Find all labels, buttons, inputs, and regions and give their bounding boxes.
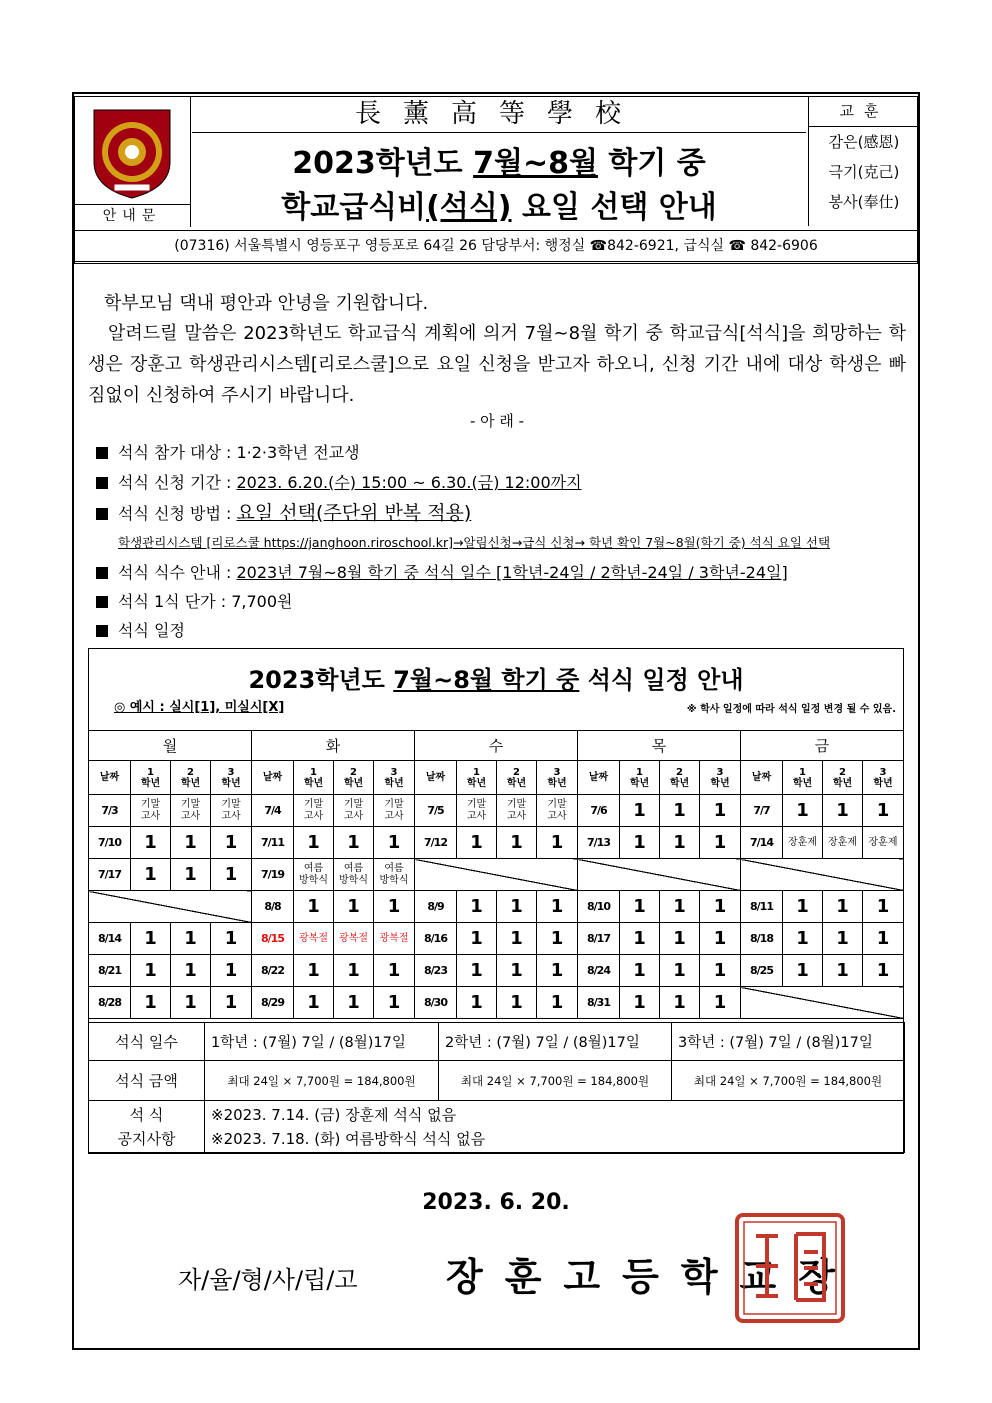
square-bullet-icon [96, 596, 108, 608]
date-cell: 8/24 [578, 955, 620, 987]
motto-item: 봉사(奉仕) [828, 193, 900, 211]
meal-cell: 1 [211, 987, 252, 1019]
date-column-header: 날짜 [415, 761, 457, 795]
grade-column-header: 2 학년 [334, 761, 374, 795]
meal-cell: 1 [537, 891, 578, 923]
official-seal-icon [734, 1212, 846, 1324]
meal-cell: 광복절 [294, 923, 334, 955]
grade-column-header: 1 학년 [294, 761, 334, 795]
school-motto [808, 96, 919, 226]
no-school-cell [578, 859, 741, 891]
no-school-cell [415, 859, 578, 891]
item-label: 석식 1식 단가 : [118, 592, 232, 611]
meal-cell: 1 [131, 859, 171, 891]
grade-column-header: 3 학년 [863, 761, 904, 795]
meal-cell: 1 [783, 891, 823, 923]
meal-cell: 1 [620, 891, 660, 923]
meal-cell: 1 [211, 923, 252, 955]
meal-cell: 1 [620, 827, 660, 859]
notice-item: ※2023. 7.14. (금) 장훈제 석식 없음 [211, 1105, 457, 1124]
meal-cell: 1 [620, 987, 660, 1019]
meal-cell: 1 [131, 827, 171, 859]
meal-cell: 1 [537, 955, 578, 987]
item-value: 1·2·3학년 전교생 [236, 443, 360, 462]
meal-cell: 1 [374, 891, 415, 923]
meal-cell: 기말 고사 [334, 795, 374, 827]
meal-cell: 1 [660, 891, 700, 923]
school-address: (07316) 서울특별시 영등포구 영등포로 64길 26 담당부서: 행정실 ☎842-6921, 급식실 ☎ 842-6906 [74, 230, 918, 262]
meal-cell: 기말 고사 [131, 795, 171, 827]
principal-name: 장훈고등학교장 [446, 1255, 857, 1299]
meal-cell: 1 [334, 955, 374, 987]
meal-cell: 여름 방학식 [294, 859, 334, 891]
date-column-header: 날짜 [89, 761, 131, 795]
schedule-title-year: 2023학년도 [248, 666, 394, 694]
date-cell: 8/17 [578, 923, 620, 955]
item-value: 2023. 6.20.(수) 15:00 ~ 6.30.(금) 12:00까지 [236, 473, 582, 492]
summary-table [88, 1022, 905, 1153]
item-label: 석식 신청 방법 : [118, 504, 237, 523]
grade-column-header: 2 학년 [660, 761, 700, 795]
date-cell: 8/30 [415, 987, 457, 1019]
meal-cell: 1 [537, 827, 578, 859]
motto-item: 극기(克己) [828, 163, 900, 181]
date-cell: 8/8 [252, 891, 294, 923]
meal-cell: 1 [457, 955, 497, 987]
notice-item: ※2023. 7.18. (화) 여름방학식 석식 없음 [211, 1129, 486, 1148]
notice-paragraph: 알려드릴 말씀은 2023학년도 학교급식 계획에 의거 7월~8월 학기 중 학교급식[석식]을 희망하는 학생은 장훈고 학생관리시스템[리로스쿨]으로 요일 신청을 받고자 하오니, 신청 기간 내에 대상 학생은 빠짐없이 신청하여 주시기 바랍니다. [88, 323, 906, 406]
item-count [96, 560, 788, 583]
schedule-table [88, 730, 904, 1019]
meal-cell: 1 [660, 987, 700, 1019]
no-school-cell [741, 987, 904, 1019]
title-term: 학기 중 [597, 146, 706, 181]
meal-cell: 장훈제 [783, 827, 823, 859]
meal-cell: 1 [497, 891, 537, 923]
date-cell: 8/16 [415, 923, 457, 955]
days-label: 석식 일수 [89, 1023, 205, 1061]
item-label: 석식 참가 대상 : [118, 443, 237, 462]
meal-cell: 1 [660, 955, 700, 987]
title-year: 2023학년도 [292, 146, 474, 181]
title-line-2 [192, 182, 806, 226]
days-grade-2: 2학년 : (7월) 7일 / (8월)17일 [439, 1023, 672, 1061]
square-bullet-icon [96, 567, 108, 579]
meal-cell: 1 [660, 923, 700, 955]
meal-cell: 1 [211, 827, 252, 859]
title-dinner: (석식) [426, 190, 512, 225]
meal-cell: 1 [497, 827, 537, 859]
meal-cell: 1 [497, 987, 537, 1019]
item-value: 요일 선택(주단위 반복 적용) [236, 502, 472, 524]
meal-cell: 장훈제 [863, 827, 904, 859]
grade-column-header: 1 학년 [457, 761, 497, 795]
notice-label-line-2: 공지사항 [117, 1129, 176, 1148]
notice-label-line-1: 석 식 [129, 1105, 164, 1124]
date-cell: 7/19 [252, 859, 294, 891]
greeting: 학부모님 댁내 평안과 안녕을 기원합니다. [104, 293, 429, 314]
meal-cell: 1 [171, 955, 211, 987]
date-cell: 8/25 [741, 955, 783, 987]
date-cell: 8/23 [415, 955, 457, 987]
date-cell: 8/28 [89, 987, 131, 1019]
below-heading: - 아 래 - [469, 412, 525, 430]
item-label: 석식 신청 기간 : [118, 473, 237, 492]
meal-cell: 1 [457, 891, 497, 923]
square-bullet-icon [96, 447, 108, 459]
grade-column-header: 3 학년 [374, 761, 415, 795]
meal-cell: 1 [700, 795, 741, 827]
meal-cell: 1 [700, 923, 741, 955]
square-bullet-icon [96, 508, 108, 520]
meal-cell: 1 [783, 795, 823, 827]
meal-cell: 기말 고사 [537, 795, 578, 827]
meal-cell: 1 [823, 955, 863, 987]
date-cell: 8/15 [252, 923, 294, 955]
date-cell: 8/29 [252, 987, 294, 1019]
method-detail: 학생관리시스템 [리로스쿨 https://janghoon.riroschool.kr]→알림신청→급식 신청→ 학년 확인 7월~8월(학기 중) 석식 요일 선택 [118, 535, 831, 550]
date-cell: 7/3 [89, 795, 131, 827]
notice-label [89, 1101, 205, 1153]
motto-heading: 교훈 [809, 96, 919, 127]
issue-date: 2023. 6. 20. [422, 1190, 570, 1215]
date-cell: 7/6 [578, 795, 620, 827]
school-name: 長薰高等學校 [192, 96, 806, 133]
date-cell: 7/12 [415, 827, 457, 859]
amount-grade-1: 최대 24일 × 7,700원 = 184,800원 [205, 1061, 439, 1101]
date-cell: 7/13 [578, 827, 620, 859]
meal-cell: 1 [334, 987, 374, 1019]
meal-cell: 여름 방학식 [374, 859, 415, 891]
meal-cell: 1 [700, 891, 741, 923]
item-method [96, 498, 471, 525]
date-cell: 7/10 [89, 827, 131, 859]
school-emblem-icon [74, 96, 190, 204]
meal-cell: 1 [211, 859, 252, 891]
date-cell: 7/4 [252, 795, 294, 827]
date-cell: 8/22 [252, 955, 294, 987]
no-school-cell [89, 891, 252, 923]
meal-cell: 1 [823, 891, 863, 923]
meal-cell: 1 [171, 827, 211, 859]
meal-cell: 1 [497, 923, 537, 955]
meal-cell: 1 [131, 955, 171, 987]
meal-cell: 기말 고사 [497, 795, 537, 827]
meal-cell: 1 [700, 987, 741, 1019]
title-subject: 학교급식비 [281, 190, 427, 225]
square-bullet-icon [96, 477, 108, 489]
meal-cell: 기말 고사 [294, 795, 334, 827]
meal-cell: 1 [620, 955, 660, 987]
schedule-note: ※ 학사 일정에 따라 석식 일정 변경 될 수 있음. [686, 704, 896, 715]
meal-cell: 1 [823, 923, 863, 955]
meal-cell: 1 [457, 923, 497, 955]
meal-cell: 1 [294, 955, 334, 987]
item-value: 2023년 7월~8월 학기 중 석식 일수 [1학년-24일 / 2학년-24일 / 3학년-24일] [236, 563, 788, 582]
grade-column-header: 2 학년 [171, 761, 211, 795]
meal-cell: 1 [863, 891, 904, 923]
item-label: 석식 일정 [118, 621, 185, 640]
grade-column-header: 3 학년 [537, 761, 578, 795]
meal-cell: 1 [171, 923, 211, 955]
item-target [96, 440, 360, 463]
grade-column-header: 2 학년 [823, 761, 863, 795]
meal-cell: 1 [294, 987, 334, 1019]
meal-cell: 1 [211, 955, 252, 987]
amount-grade-2: 최대 24일 × 7,700원 = 184,800원 [439, 1061, 672, 1101]
date-cell: 8/11 [741, 891, 783, 923]
meal-cell: 1 [294, 827, 334, 859]
meal-cell: 1 [863, 955, 904, 987]
date-cell: 8/31 [578, 987, 620, 1019]
grade-column-header: 3 학년 [700, 761, 741, 795]
meal-cell: 1 [497, 955, 537, 987]
date-cell: 7/5 [415, 795, 457, 827]
schedule-title [88, 660, 904, 695]
days-grade-1: 1학년 : (7월) 7일 / (8월)17일 [205, 1023, 439, 1061]
meal-cell: 기말 고사 [211, 795, 252, 827]
days-grade-3: 3학년 : (7월) 7일 / (8월)17일 [672, 1023, 905, 1061]
meal-cell: 기말 고사 [457, 795, 497, 827]
day-header: 화 [252, 731, 415, 761]
title-period: 7월~8월 [473, 146, 598, 181]
meal-cell: 1 [783, 955, 823, 987]
meal-cell: 1 [457, 827, 497, 859]
date-cell: 8/18 [741, 923, 783, 955]
title-line-1 [192, 138, 806, 182]
item-schedule [96, 618, 185, 641]
date-cell: 8/21 [89, 955, 131, 987]
item-label: 석식 식수 안내 : [118, 563, 237, 582]
meal-cell: 1 [537, 923, 578, 955]
date-cell: 8/10 [578, 891, 620, 923]
document-type-label: 안내문 [74, 204, 191, 227]
title-rest: 요일 선택 안내 [511, 190, 717, 225]
meal-cell: 1 [457, 987, 497, 1019]
item-price [96, 589, 292, 612]
meal-cell: 1 [334, 891, 374, 923]
day-header: 수 [415, 731, 578, 761]
date-cell: 8/14 [89, 923, 131, 955]
schedule-legend: ◎ 예시 : 실시[1], 미실시[X] [114, 700, 285, 715]
day-header: 월 [89, 731, 252, 761]
date-cell: 7/11 [252, 827, 294, 859]
meal-cell: 1 [171, 987, 211, 1019]
item-period [96, 470, 582, 493]
meal-cell: 1 [171, 859, 211, 891]
amount-grade-3: 최대 24일 × 7,700원 = 184,800원 [672, 1061, 905, 1101]
meal-cell: 1 [537, 987, 578, 1019]
meal-cell: 1 [700, 827, 741, 859]
meal-cell: 1 [863, 795, 904, 827]
meal-cell: 1 [783, 923, 823, 955]
meal-cell: 1 [374, 827, 415, 859]
meal-cell: 1 [131, 923, 171, 955]
item-value: 7,700원 [231, 592, 293, 611]
grade-column-header: 3 학년 [211, 761, 252, 795]
date-cell: 7/17 [89, 859, 131, 891]
meal-cell: 1 [294, 891, 334, 923]
notice-content [205, 1101, 905, 1153]
date-cell: 8/9 [415, 891, 457, 923]
school-type: 자/율/형/사/립/고 [178, 1266, 358, 1294]
meal-cell: 1 [660, 795, 700, 827]
meal-cell: 1 [823, 795, 863, 827]
meal-cell: 기말 고사 [171, 795, 211, 827]
meal-cell: 여름 방학식 [334, 859, 374, 891]
meal-cell: 광복절 [334, 923, 374, 955]
square-bullet-icon [96, 625, 108, 637]
date-cell: 7/14 [741, 827, 783, 859]
meal-cell: 1 [620, 923, 660, 955]
meal-cell: 1 [700, 955, 741, 987]
meal-cell: 기말 고사 [374, 795, 415, 827]
meal-cell: 광복절 [374, 923, 415, 955]
meal-cell: 1 [374, 987, 415, 1019]
amount-label: 석식 금액 [89, 1061, 205, 1101]
meal-cell: 장훈제 [823, 827, 863, 859]
grade-column-header: 1 학년 [783, 761, 823, 795]
day-header: 목 [578, 731, 741, 761]
date-cell: 7/7 [741, 795, 783, 827]
schedule-title-period: 7월~8월 학기 중 [393, 666, 580, 694]
meal-cell: 1 [863, 923, 904, 955]
grade-column-header: 2 학년 [497, 761, 537, 795]
date-column-header: 날짜 [741, 761, 783, 795]
day-header: 금 [741, 731, 904, 761]
date-column-header: 날짜 [578, 761, 620, 795]
schedule-title-rest: 석식 일정 안내 [579, 666, 744, 694]
motto-item: 감은(感恩) [828, 133, 900, 151]
meal-cell: 1 [620, 795, 660, 827]
grade-column-header: 1 학년 [620, 761, 660, 795]
meal-cell: 1 [131, 987, 171, 1019]
no-school-cell [741, 859, 904, 891]
grade-column-header: 1 학년 [131, 761, 171, 795]
meal-cell: 1 [374, 955, 415, 987]
header [74, 96, 918, 264]
meal-cell: 1 [334, 827, 374, 859]
date-column-header: 날짜 [252, 761, 294, 795]
meal-cell: 1 [660, 827, 700, 859]
